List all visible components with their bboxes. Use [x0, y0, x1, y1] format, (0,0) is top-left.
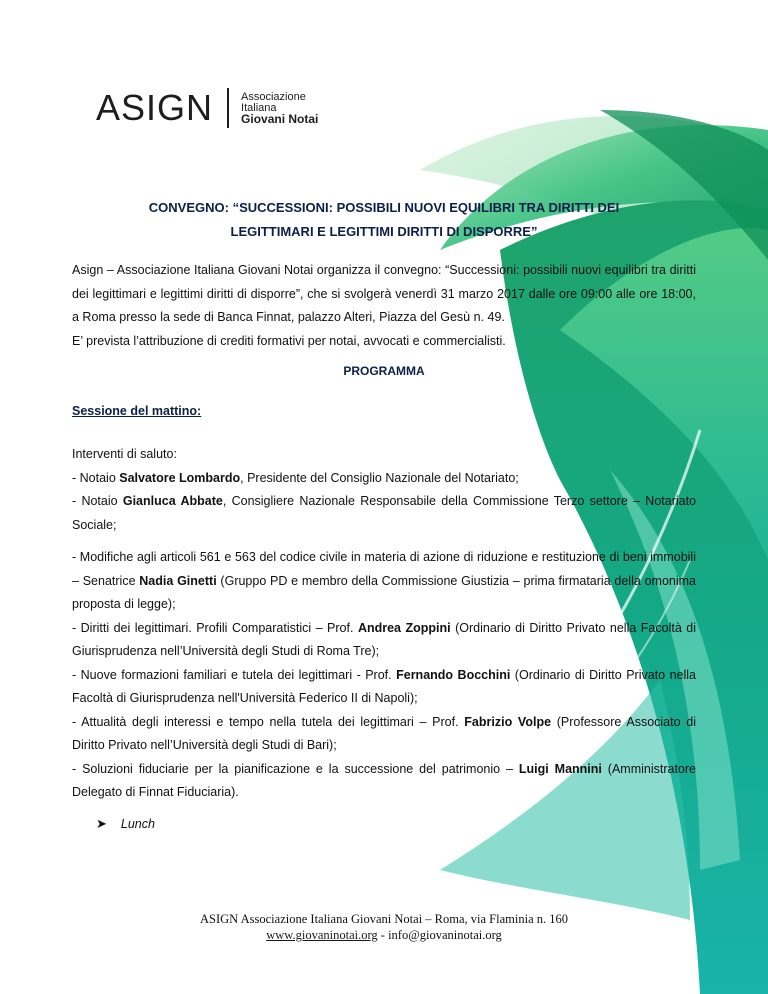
greetings-section: [72, 443, 696, 537]
talks-section: [72, 546, 696, 805]
speaker-affiliation: (Ordinario di Diritto Privato nella Facoltà di Giurisprudenza nell'Università Federico II di Napoli);: [72, 667, 696, 705]
speaker-name: Nadia Ginetti: [139, 573, 217, 588]
speaker-affiliation: (Amministratore Delegato di Finnat Fiduciaria).: [72, 761, 696, 799]
greeting-text: - Notaio: [72, 470, 120, 485]
title-line-1: CONVEGNO: “SUCCESSIONI: POSSIBILI NUOVI EQUILIBRI TRA DIRITTI DEI: [148, 200, 620, 215]
website-link[interactable]: www.giovaninotai.org: [266, 928, 378, 942]
talk-item: [72, 617, 696, 664]
speaker-name: Luigi Mannini: [518, 761, 602, 776]
footer-address: ASIGN Associazione Italiana Giovani Notai – Roma, via Flaminia n. 160: [200, 912, 568, 926]
speaker-affiliation: (Gruppo PD e membro della Commissione Giustizia – prima firmataria della omonima proposta di legge);: [72, 573, 696, 611]
program-heading: PROGRAMMA: [343, 364, 425, 378]
greeting-role: , Presidente del Consiglio Nazionale del Notariato;: [240, 470, 519, 485]
talk-topic: - Attualità degli interessi e tempo nella tutela dei legittimari – Prof.: [72, 714, 465, 729]
talk-item: [72, 711, 696, 758]
speaker-name: Fernando Bocchini: [396, 667, 511, 682]
page-footer: [72, 911, 696, 943]
logo-wordmark: ASIGN: [96, 87, 214, 128]
intro-section: [72, 259, 696, 353]
footer-separator: -: [377, 928, 389, 942]
greeting-item: [72, 490, 696, 537]
greeting-role: , Consigliere Nazionale Responsabile della Commissione Terzo settore – Notariato Sociale;: [72, 494, 697, 532]
talk-item: [72, 546, 696, 617]
talk-topic: - Diritti dei legittimari. Profili Comparatistici – Prof.: [72, 620, 358, 635]
lunch-label: Lunch: [120, 817, 155, 831]
session-heading: Sessione del mattino:: [72, 404, 202, 418]
talk-item: [72, 664, 696, 711]
speaker-name: Salvatore Lombardo: [119, 470, 241, 485]
logo-line-3: Giovani Notai: [241, 111, 319, 126]
intro-paragraph: Asign – Associazione Italiana Giovani Notai organizza il convegno: “Successioni: possibili nuovi equilibri tra diritti dei legittimari e legittimi diritti di disporre”, che si svolgerà venerdì 31 marzo 2017 dalle ore 09:00 alle ore 18:00, a Roma presso la sede di Banca Finnat, palazzo Alteri, Piazza del Gesù n. 49.: [72, 263, 696, 324]
lunch-item: [96, 816, 155, 832]
talk-topic: - Modifiche agli articoli 561 e 563 del codice civile in materia di azione di riduzione e restituzione di beni immobili – Senatrice: [72, 550, 696, 588]
speaker-name: Gianluca Abbate: [122, 494, 223, 508]
asign-logo: [96, 86, 318, 130]
logo-line-2: Italiana: [241, 101, 277, 114]
talk-item: [72, 758, 696, 805]
logo-line-1: Associazione: [241, 90, 306, 103]
speaker-affiliation: (Ordinario di Diritto Privato nella Facoltà di Giurisprudenza nell’Università degli Studi di Roma Tre);: [72, 620, 696, 658]
talk-topic: - Nuove formazioni familiari e tutela dei legittimari - Prof.: [72, 667, 397, 682]
document-title: [80, 196, 688, 244]
speaker-name: Fabrizio Volpe: [464, 714, 552, 729]
speaker-name: Andrea Zoppini: [357, 620, 451, 635]
logo-association-name: [241, 92, 318, 125]
title-line-2: LEGITTIMARI E LEGITTIMI DIRITTI DI DISPORRE”: [230, 224, 538, 239]
talk-topic: - Soluzioni fiduciarie per la pianificazione e la successione del patrimonio –: [72, 761, 519, 776]
credits-paragraph: E’ prevista l’attribuzione di crediti formativi per notai, avvocati e commercialisti.: [72, 333, 506, 348]
greetings-label: Interventi di saluto:: [72, 447, 177, 461]
greeting-item: [72, 467, 696, 491]
email-link[interactable]: info@giovaninotai.org: [388, 928, 502, 942]
greeting-text: - Notaio: [72, 494, 123, 508]
arrow-bullet-icon: ➤: [96, 816, 107, 831]
footer-contacts: [72, 927, 696, 943]
speaker-affiliation: (Professore Associato di Diritto Privato nell’Università degli Studi di Bari);: [72, 714, 696, 752]
logo-separator: [227, 88, 229, 128]
